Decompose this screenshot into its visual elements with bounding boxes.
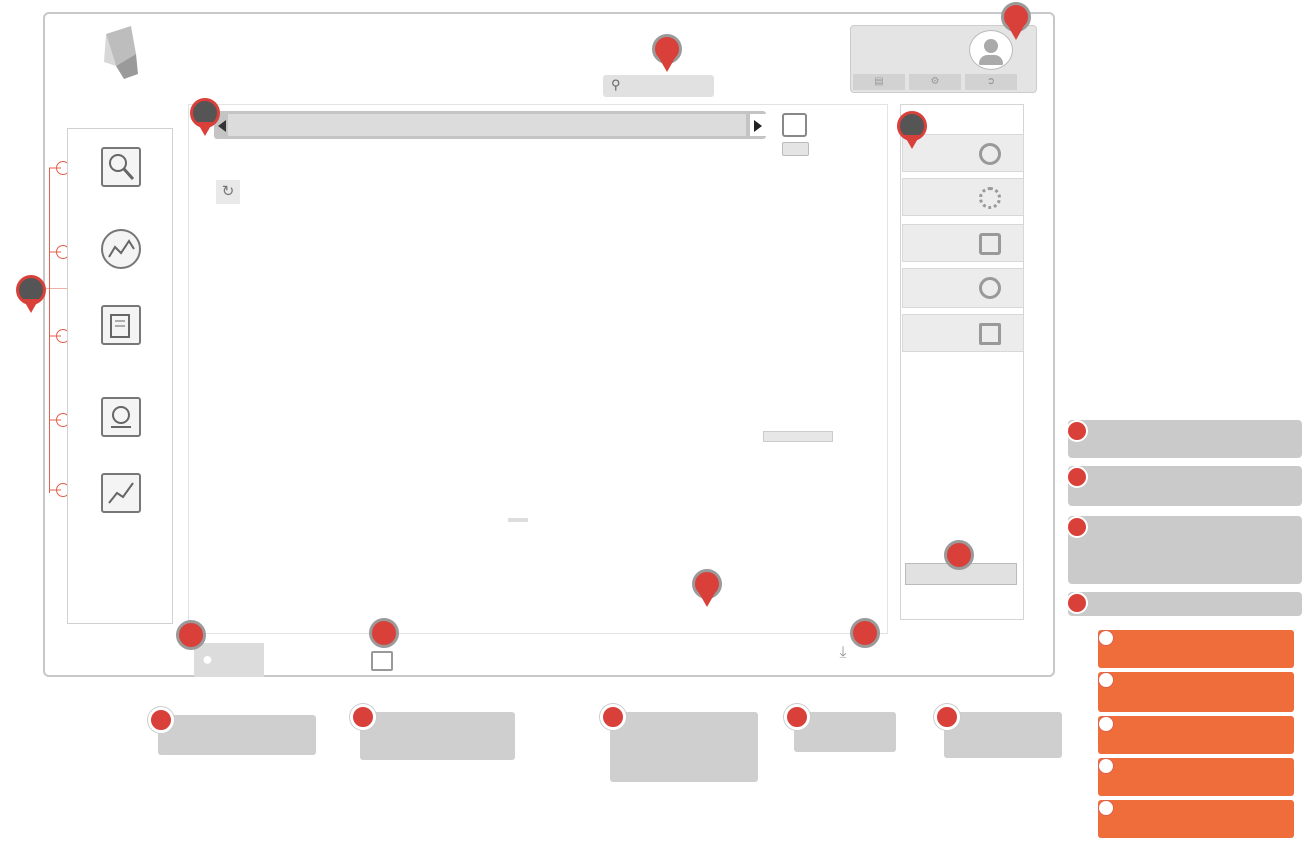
import-button[interactable] bbox=[902, 314, 1024, 352]
profile-config-icon bbox=[979, 277, 1001, 299]
analytics-icon bbox=[101, 229, 141, 269]
date-button[interactable] bbox=[782, 142, 809, 156]
chat-icon: ● bbox=[202, 649, 213, 669]
import-icon[interactable]: ▤ bbox=[853, 74, 905, 90]
settings-button[interactable] bbox=[902, 178, 1024, 216]
nav-item-group[interactable] bbox=[68, 305, 174, 349]
pie-chart[interactable] bbox=[710, 535, 820, 645]
calendar-icon[interactable] bbox=[782, 113, 807, 137]
orange-note-c-letter bbox=[1098, 716, 1114, 732]
profile-config-button[interactable] bbox=[902, 268, 1024, 308]
right-note-3-number bbox=[1066, 516, 1088, 538]
lock-icon bbox=[979, 233, 1001, 255]
pin-3 bbox=[190, 98, 220, 138]
right-note-2 bbox=[1068, 466, 1302, 506]
bankhawk-logo bbox=[76, 24, 176, 100]
objectives bbox=[1084, 166, 1302, 179]
orange-note-a bbox=[1098, 630, 1294, 668]
right-note-1-number bbox=[1066, 420, 1088, 442]
orange-note-d bbox=[1098, 758, 1294, 796]
note-8-number bbox=[600, 704, 626, 730]
orange-note-c bbox=[1098, 716, 1294, 754]
account-line-chart[interactable] bbox=[205, 446, 835, 522]
note-10 bbox=[944, 712, 1062, 758]
note-9-number bbox=[784, 704, 810, 730]
orange-note-b bbox=[1098, 672, 1294, 712]
pin-7 bbox=[369, 618, 399, 658]
note-9 bbox=[794, 712, 896, 752]
pin-6 bbox=[176, 620, 206, 660]
page-title bbox=[212, 33, 248, 53]
settings-icon[interactable]: ⚙ bbox=[909, 74, 961, 90]
timeline-bar[interactable] bbox=[214, 111, 766, 139]
gear-icon bbox=[979, 187, 1001, 209]
chart-range-controls[interactable] bbox=[763, 431, 833, 442]
timeline-next-button[interactable] bbox=[750, 114, 766, 136]
search-icon: ⚲ bbox=[611, 77, 621, 92]
nav-item-revenue[interactable] bbox=[68, 147, 174, 191]
nav-item-cashflow[interactable] bbox=[68, 473, 174, 517]
pin-5 bbox=[897, 111, 927, 151]
note-10-number bbox=[934, 704, 960, 730]
security-button[interactable] bbox=[902, 224, 1024, 262]
right-note-1 bbox=[1068, 420, 1302, 458]
note-6 bbox=[158, 715, 316, 755]
cashflow-icon bbox=[101, 473, 141, 513]
pin-9 bbox=[850, 618, 880, 658]
orange-note-d-letter bbox=[1098, 758, 1114, 774]
nav-item-analytics[interactable] bbox=[68, 229, 174, 273]
chart-scroll-handle[interactable] bbox=[508, 518, 528, 522]
search-input[interactable] bbox=[603, 75, 714, 97]
right-note-3 bbox=[1068, 516, 1302, 584]
pin-10 bbox=[944, 540, 974, 580]
refresh-icon[interactable]: ↻ bbox=[216, 180, 240, 204]
orange-note-e bbox=[1098, 800, 1294, 838]
orange-note-b-letter bbox=[1098, 672, 1114, 688]
note-7 bbox=[360, 712, 515, 760]
pin-4 bbox=[16, 275, 46, 315]
reporting-icon bbox=[101, 397, 141, 437]
import-icon bbox=[979, 323, 1001, 345]
download-icon: ⤓ bbox=[839, 644, 847, 661]
revenue-icon bbox=[101, 147, 141, 187]
note-7-number bbox=[350, 704, 376, 730]
right-note-4-number bbox=[1066, 592, 1088, 614]
right-note-2-number bbox=[1066, 466, 1088, 488]
pin-1 bbox=[1001, 2, 1031, 42]
right-note-4 bbox=[1068, 592, 1302, 616]
orange-note-a-letter bbox=[1098, 630, 1114, 646]
note-6-number bbox=[148, 707, 174, 733]
support-icon bbox=[979, 143, 1001, 165]
note-8 bbox=[610, 712, 758, 782]
timeline-track[interactable] bbox=[228, 114, 746, 136]
pin-8 bbox=[692, 569, 722, 609]
pin-2 bbox=[652, 34, 682, 74]
main-nav bbox=[67, 128, 173, 624]
nav-item-reporting[interactable] bbox=[68, 397, 174, 441]
logout-icon[interactable]: ➲ bbox=[965, 74, 1017, 90]
group-icon bbox=[101, 305, 141, 345]
orange-note-e-letter bbox=[1098, 800, 1114, 816]
